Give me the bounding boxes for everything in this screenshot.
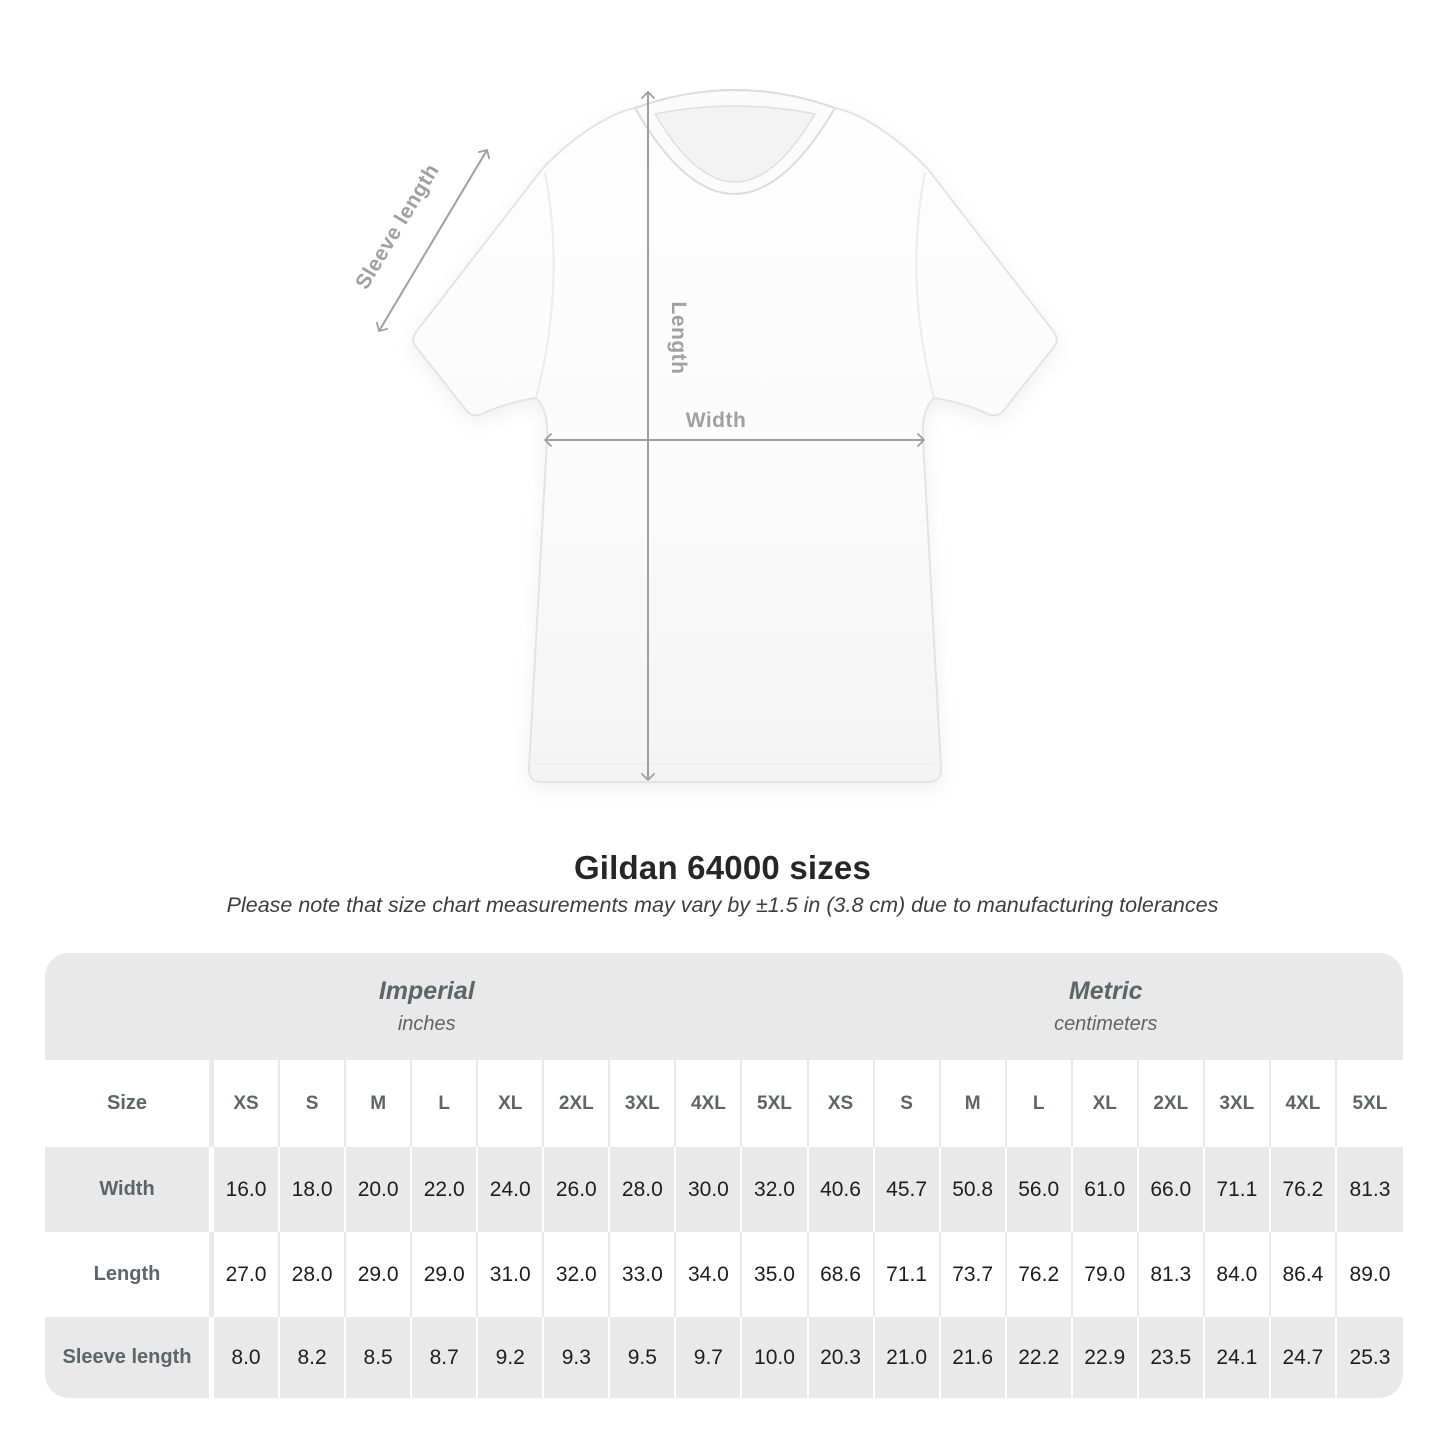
value-cell-metric: 24.7 xyxy=(1271,1317,1337,1398)
value-cell-imperial: 29.0 xyxy=(346,1232,412,1317)
size-column-header-metric: 4XL xyxy=(1271,1060,1337,1147)
length-label: Length xyxy=(667,301,690,375)
size-header-label: Size xyxy=(45,1060,214,1147)
group-subtitle-imperial: inches xyxy=(397,1013,456,1035)
value-cell-metric: 21.0 xyxy=(875,1317,941,1398)
value-cell-imperial: 22.0 xyxy=(412,1147,478,1232)
value-cell-metric: 73.7 xyxy=(941,1232,1007,1317)
size-column-header-metric: M xyxy=(941,1060,1007,1147)
value-cell-imperial: 9.3 xyxy=(544,1317,610,1398)
value-cell-metric: 79.0 xyxy=(1073,1232,1139,1317)
value-cell-imperial: 8.5 xyxy=(346,1317,412,1398)
width-label: Width xyxy=(685,409,747,432)
value-cell-metric: 21.6 xyxy=(941,1317,1007,1398)
sleeve-length-label: Sleeve length xyxy=(351,159,444,294)
size-column-header-imperial: L xyxy=(412,1060,478,1147)
value-cell-metric: 45.7 xyxy=(875,1147,941,1232)
table-row-length xyxy=(45,1232,1403,1317)
page-subtitle: Please note that size chart measurements may vary by ±1.5 in (3.8 cm) due to manufacturing tolerances xyxy=(226,893,1219,917)
value-cell-imperial: 31.0 xyxy=(478,1232,544,1317)
value-cell-imperial: 35.0 xyxy=(742,1232,808,1317)
group-header-imperial xyxy=(45,953,809,1060)
value-cell-imperial: 20.0 xyxy=(346,1147,412,1232)
value-cell-imperial: 18.0 xyxy=(280,1147,346,1232)
size-column-header-imperial: XS xyxy=(214,1060,280,1147)
value-cell-imperial: 9.5 xyxy=(610,1317,676,1398)
value-cell-imperial: 9.7 xyxy=(676,1317,742,1398)
value-cell-imperial: 16.0 xyxy=(214,1147,280,1232)
value-cell-metric: 61.0 xyxy=(1073,1147,1139,1232)
table-group-header-row xyxy=(45,953,1403,1060)
value-cell-metric: 40.6 xyxy=(809,1147,875,1232)
size-column-header-metric: XS xyxy=(809,1060,875,1147)
value-cell-imperial: 27.0 xyxy=(214,1232,280,1317)
value-cell-metric: 22.2 xyxy=(1007,1317,1073,1398)
size-column-header-imperial: 5XL xyxy=(742,1060,808,1147)
value-cell-imperial: 24.0 xyxy=(478,1147,544,1232)
table-size-header-row xyxy=(45,1060,1403,1147)
value-cell-metric: 76.2 xyxy=(1007,1232,1073,1317)
size-column-header-imperial: 3XL xyxy=(610,1060,676,1147)
value-cell-metric: 71.1 xyxy=(1205,1147,1271,1232)
row-label: Length xyxy=(45,1232,214,1317)
page-title: Gildan 64000 sizes xyxy=(573,849,872,886)
size-column-header-imperial: S xyxy=(280,1060,346,1147)
value-cell-imperial: 10.0 xyxy=(742,1317,808,1398)
value-cell-imperial: 8.0 xyxy=(214,1317,280,1398)
group-title-metric: Metric xyxy=(1068,977,1143,1005)
value-cell-imperial: 28.0 xyxy=(280,1232,346,1317)
value-cell-imperial: 29.0 xyxy=(412,1232,478,1317)
value-cell-metric: 25.3 xyxy=(1337,1317,1403,1398)
table-row-width xyxy=(45,1147,1403,1232)
value-cell-metric: 23.5 xyxy=(1139,1317,1205,1398)
group-subtitle-metric: centimeters xyxy=(1054,1013,1158,1035)
value-cell-imperial: 28.0 xyxy=(610,1147,676,1232)
value-cell-imperial: 32.0 xyxy=(742,1147,808,1232)
value-cell-metric: 68.6 xyxy=(809,1232,875,1317)
size-column-header-metric: 2XL xyxy=(1139,1060,1205,1147)
size-column-header-metric: S xyxy=(875,1060,941,1147)
value-cell-imperial: 8.2 xyxy=(280,1317,346,1398)
size-column-header-imperial: XL xyxy=(478,1060,544,1147)
size-column-header-metric: 5XL xyxy=(1337,1060,1403,1147)
size-column-header-imperial: 2XL xyxy=(544,1060,610,1147)
value-cell-metric: 76.2 xyxy=(1271,1147,1337,1232)
group-title-imperial: Imperial xyxy=(378,977,475,1005)
value-cell-metric: 24.1 xyxy=(1205,1317,1271,1398)
value-cell-metric: 71.1 xyxy=(875,1232,941,1317)
value-cell-metric: 89.0 xyxy=(1337,1232,1403,1317)
size-column-header-imperial: 4XL xyxy=(676,1060,742,1147)
row-label: Width xyxy=(45,1147,214,1232)
value-cell-metric: 20.3 xyxy=(809,1317,875,1398)
size-column-header-metric: 3XL xyxy=(1205,1060,1271,1147)
value-cell-imperial: 9.2 xyxy=(478,1317,544,1398)
value-cell-metric: 50.8 xyxy=(941,1147,1007,1232)
value-cell-metric: 84.0 xyxy=(1205,1232,1271,1317)
value-cell-imperial: 26.0 xyxy=(544,1147,610,1232)
value-cell-imperial: 8.7 xyxy=(412,1317,478,1398)
value-cell-metric: 66.0 xyxy=(1139,1147,1205,1232)
value-cell-imperial: 34.0 xyxy=(676,1232,742,1317)
value-cell-metric: 22.9 xyxy=(1073,1317,1139,1398)
size-column-header-imperial: M xyxy=(346,1060,412,1147)
value-cell-imperial: 30.0 xyxy=(676,1147,742,1232)
value-cell-imperial: 33.0 xyxy=(610,1232,676,1317)
size-column-header-metric: XL xyxy=(1073,1060,1139,1147)
value-cell-metric: 86.4 xyxy=(1271,1232,1337,1317)
table-row-sleeve-length xyxy=(45,1317,1403,1398)
group-header-metric xyxy=(809,953,1404,1060)
row-label: Sleeve length xyxy=(45,1317,214,1398)
value-cell-metric: 56.0 xyxy=(1007,1147,1073,1232)
size-table xyxy=(45,953,1403,1398)
tshirt-image xyxy=(413,90,1057,782)
value-cell-metric: 81.3 xyxy=(1139,1232,1205,1317)
size-column-header-metric: L xyxy=(1007,1060,1073,1147)
value-cell-imperial: 32.0 xyxy=(544,1232,610,1317)
value-cell-metric: 81.3 xyxy=(1337,1147,1403,1232)
